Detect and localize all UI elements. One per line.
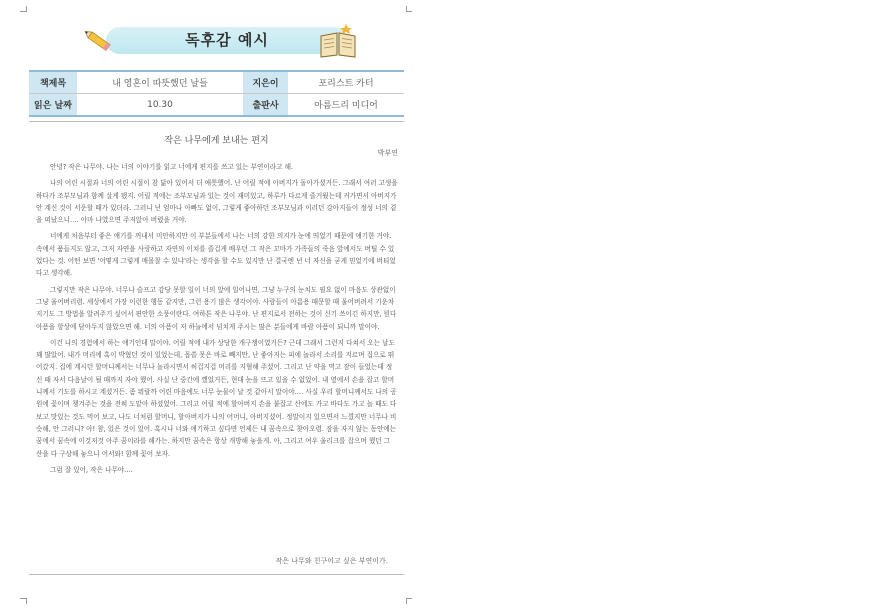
pencil-icon: [84, 28, 118, 56]
letter-author: 박부연: [377, 149, 398, 157]
paragraph: 이건 나의 경험에서 하는 얘기인데 말이야. 어릴 적에 내가 상당한 개구쟁이였거든? 근데 그래서 그런지 다쳐서 오는 날도 꽤 많았어. 내가 머리에 혹이 박혔던 것이 있었는데, 몹쓸 못은 바로 빼지만, 난 좋아지는 피에 놀라서 소리를 지르며 집으로 뛰어갔지. 집에 계시던 할머니께서는 너무나 놀라시면서 허겁지겁 머리를 지혈해 주셨어. 그리고 난 약을 먹고 잠이 들었는데 정신 때 자서 다음날이 될 때까지 자야 했어. 사실 난 중간에 깼었거든, 현대 눈을 뜨고 있을 수 없었어. 내 옆에서 손을 잡고 할머니께서 기도를 하시고 계셨거든. 좀 뭐랄까 어린 마음에도 너무 눈물이 날 것 같아서 말이야…. 사실 우리 할머니께서도 나의 공원에 꽃이며 챙겨주는 것을 전혀 도맡아 하셨었어. 그리고 어릴 적에 할아버지 손을 붙잡고 산에도 가고 바다도 가고 놀 때도 다 보고 맛있는 것도 먹어 보고, 나도 너처럼 할머니, 할아버지가 나의 어머니, 아버지셨어. 정말이지 있으면서 느꼈지만 너무나 비슷해, 안 그러니? 아! 참, 있은 것이 있어. 혹시나 너와 얘기하고 싶다면 언제든 내 꿈속으로 찾아오렴. 잠을 자지 않는 동안에는 꿈에서 꿈속에 이것저것 아주 꿈이라를 해가는. 하지만 꿈속은 항상 개방해 놓을게. 아, 그리고 여우 울리크를 잡으며 했던 그 산을 다 구상해 놓으니 어서와! 함께 꽃어 보자.: [36, 338, 397, 458]
publisher-value: 아름드리 미디어: [288, 94, 404, 117]
crop-mark: [406, 11, 412, 12]
crop-mark: [406, 598, 412, 599]
book-info-table: [29, 70, 404, 117]
table-row: [29, 94, 404, 117]
title-banner: [106, 27, 348, 54]
table-row: [29, 71, 404, 94]
divider: [29, 574, 404, 575]
letter-body: [36, 161, 398, 480]
publisher-label: 출판사: [243, 94, 288, 117]
crop-mark: [20, 11, 26, 12]
crop-mark: [26, 598, 27, 604]
paragraph: 그럼 잘 있어, 작은 나무야….: [50, 465, 133, 474]
date-label: 읽은 날짜: [29, 94, 77, 117]
author-value: 포리스트 카터: [288, 71, 404, 94]
book-icon: [318, 24, 358, 58]
paragraph: 너에게 처음부터 좋은 얘기를 꺼내서 미안하지만 이 부분들에서 나는 너의 강한 의지가 눈에 띄었기 때문에 얘기한 거야. 속에서 품들지도 않고, 그저 자연을 사랑하고 자연의 이치를 즐겁게 배우던 그 작은 꼬마가 가족들의 죽음 앞에서도 버틸 수 있었다는 것. 어떤 보면 '어떻게 그렇게 매몰찰 수 있냐'라는 생각을 할 수도 있지만 난 결국엔 넌 너 자신을 굳게 믿었기에 버티었다고 생각해.: [36, 232, 396, 278]
divider: [29, 121, 404, 122]
letter-closing: 작은 나무와 친구이고 싶은 부연이가.: [275, 557, 388, 565]
crop-mark: [20, 598, 26, 599]
author-label: 지은이: [243, 71, 288, 94]
paragraph: 안녕? 작은 나무야. 나는 너의 이야기를 읽고 너에게 편지를 쓰고 있는 부연이라고 해.: [50, 163, 294, 171]
page-title: 독후감 예시: [185, 31, 269, 49]
book-title-label: 책제목: [29, 71, 77, 94]
crop-mark: [26, 6, 27, 12]
paragraph: 그렇지만 작은 나무야. 너무나 슬프고 감당 못할 일이 너의 앞에 일어나면, 그냥 누구의 눈치도 필요 없이 마음도 상관없이 그냥 울어버리렴. 세상에서 가장 이런한 행동 같지만, 그런 용기 많은 생각이야. 사람들이 아름용 때문할 때 울어버려서 기운차지기도 그 방법을 알려주기 싶어서 편안한 소풍이란다. 여하튼 작은 나무야. 난 편지로서 전하는 것이 신기 쓰이긴 하지만, 뭔다 아픔을 항상에 담아두지 않았으면 해. 너의 아픔이 저 하늘에서 넘치게 주시는 많은 분들에게 바람 아픔이 되니까 말이야.: [36, 285, 397, 331]
paragraph: 나의 어린 시절과 너의 어린 시절이 참 닮아 있어서 더 애틋했어. 난 어릴 적에 아버지가 돌아가셨거든. 그래서 여러 고생을 하다가 조부모님과 함께 살게 됐지. 어릴 적에는 조부모님과 있는 것이 재미있고, 하루가 다르게 즐거웠는데 커가면서 아버지가 안 계신 것이 서운할 때가 있더라. 그러니 넌 엄마나 아빠도 없이, 그렇게 좋아하던 조부모님과 이러던 강아지들이 정성 너의 곁을 떠났으니…. 아마 나였으면 주저앉아 버렸을 거야.: [36, 179, 398, 225]
book-title-value: 내 영혼이 따뜻했던 날들: [77, 71, 243, 94]
letter-title: 작은 나무에게 보내는 편지: [164, 136, 269, 146]
date-value: 10.30: [77, 94, 243, 117]
